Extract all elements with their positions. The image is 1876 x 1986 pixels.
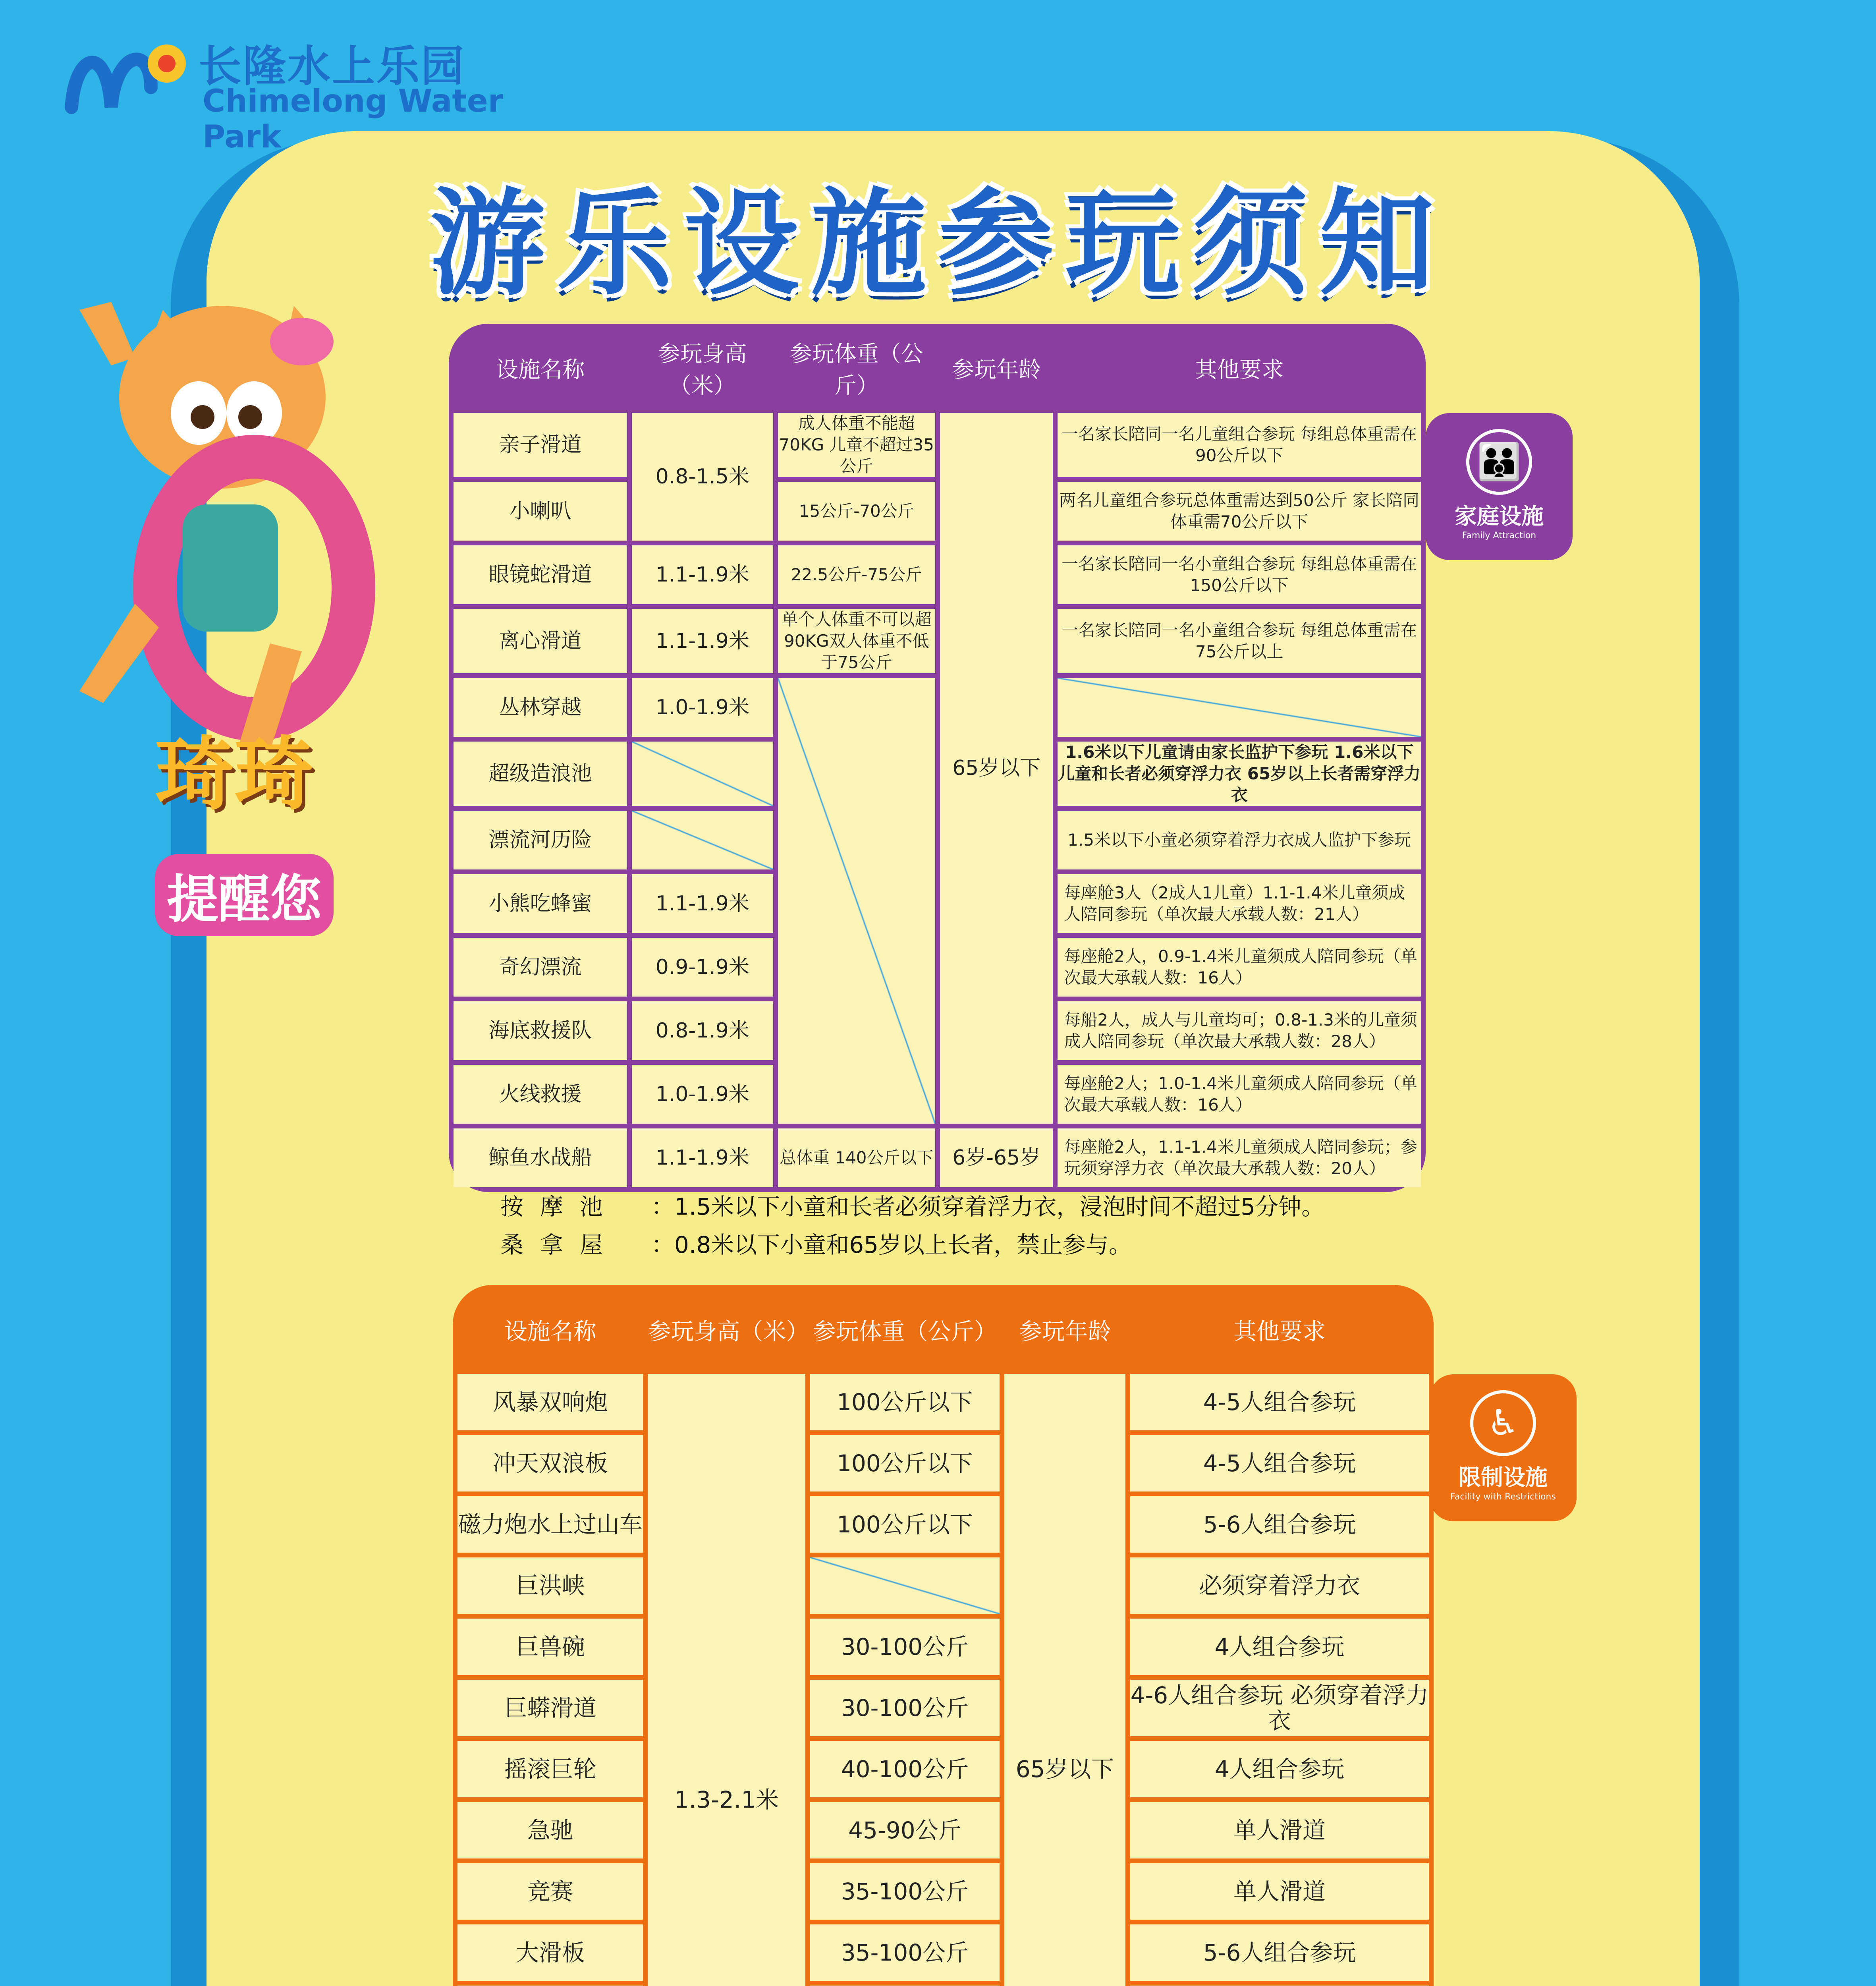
badge-label-en: Facility with Restrictions: [1450, 1492, 1556, 1502]
ride-height: 0.8-1.5米: [632, 413, 773, 541]
ride-other: 4人组合参玩: [1130, 1741, 1429, 1797]
ride-name: 亲子滑道: [454, 413, 627, 477]
header-age: 参玩年龄: [952, 357, 1041, 383]
header-name: 设施名称: [496, 357, 585, 383]
brand-name-cn: 长隆水上乐园: [199, 42, 466, 91]
park-logo: [60, 28, 512, 155]
ride-name: 丛林穿越: [454, 678, 627, 737]
ride-name: 奇幻漂流: [454, 938, 627, 997]
shared-age: 65岁以下: [940, 413, 1053, 1124]
table-row: [457, 1863, 1429, 1920]
kiki-mascot-illustration: [32, 246, 389, 763]
ride-name: 大滑板: [457, 1924, 643, 1981]
table-row: [457, 1496, 1429, 1553]
header-height: 参玩身高（米）: [648, 1318, 809, 1345]
header-height: 参玩身高（米）: [658, 341, 747, 399]
note-line: [500, 1226, 1324, 1264]
extra-notes: [500, 1188, 1324, 1264]
ride-height: 1.1-1.9米: [632, 874, 773, 933]
family-icon: 👪: [1466, 429, 1532, 495]
ride-other: 4-5人组合参玩: [1130, 1374, 1429, 1430]
ride-name: 鲸鱼水战船: [454, 1128, 627, 1187]
ride-weight: 22.5公斤-75公斤: [778, 545, 935, 604]
logo-swirl-icon: [60, 28, 191, 127]
ride-other: 每座舱2人；1.0-1.4米儿童须成人陪同参玩（单次最大承载人数：16人）: [1058, 1065, 1421, 1124]
table-row: [454, 678, 1421, 737]
ride-other: 一名家长陪同一名小童组合参玩 每组总体重需在75公斤以上: [1058, 609, 1421, 673]
header-other: 其他要求: [1233, 1318, 1326, 1345]
ride-other: 每船2人，成人与儿童均可；0.8-1.3米的儿童须成人陪同参玩（单次最大承载人数：28人）: [1058, 1001, 1421, 1060]
header-weight: 参玩体重（公斤）: [813, 1318, 997, 1345]
table-row: [454, 413, 1421, 477]
family-attractions-table: [449, 324, 1426, 1192]
empty-slash-cell: [632, 811, 773, 869]
ride-other: 每座舱2人，1.1-1.4米儿童须成人陪同参玩；参玩须穿浮力衣（单次最大承载人数：20人）: [1058, 1128, 1421, 1187]
table-row: [454, 1001, 1421, 1060]
ride-height: 0.9-1.9米: [632, 938, 773, 997]
ride-other: 每座舱3人（2成人1儿童）1.1-1.4米儿童须成人陪同参玩（单次最大承载人数：21人）: [1058, 874, 1421, 933]
table-row: [457, 1557, 1429, 1614]
table-row: [454, 874, 1421, 933]
ride-weight: 100公斤以下: [810, 1496, 1000, 1553]
ride-height: 1.0-1.9米: [632, 678, 773, 737]
empty-slash-cell: [810, 1557, 1000, 1614]
ride-other: 1.5米以下小童必须穿着浮力衣成人监护下参玩: [1058, 811, 1421, 869]
table-row: [454, 545, 1421, 604]
table-row: [454, 811, 1421, 869]
ride-height: 1.0-1.9米: [632, 1065, 773, 1124]
ride-weight: 45-90公斤: [810, 1802, 1000, 1858]
table-row: [457, 1924, 1429, 1981]
page-title: 游乐设施参玩须知: [430, 177, 1446, 311]
ride-other: 单人滑道: [1130, 1863, 1429, 1920]
ride-weight: 总体重 140公斤以下: [778, 1128, 935, 1187]
ride-name: 离心滑道: [454, 609, 627, 673]
table-row: [454, 938, 1421, 997]
ride-weight: 100公斤以下: [810, 1374, 1000, 1430]
table-header-row: [454, 328, 1421, 408]
restricted-attractions-table: [453, 1285, 1434, 1986]
note-key: 按摩池: [500, 1193, 620, 1220]
ride-other: 一名家长陪同一名儿童组合参玩 每组总体重需在90公斤以下: [1058, 413, 1421, 477]
table-row: [454, 742, 1421, 806]
badge-label: 限制设施: [1459, 1465, 1548, 1491]
ride-name: 眼镜蛇滑道: [454, 545, 627, 604]
table-row: [457, 1680, 1429, 1736]
ride-name: 漂流河历险: [454, 811, 627, 869]
ride-weight: 30-100公斤: [810, 1680, 1000, 1736]
ride-other: 一名家长陪同一名小童组合参玩 每组总体重需在150公斤以下: [1058, 545, 1421, 604]
empty-slash-cell: [1058, 678, 1421, 737]
restricted-facility-badge: [1430, 1374, 1577, 1521]
ride-other: 5-6人组合参玩: [1130, 1496, 1429, 1553]
table-row: [454, 1128, 1421, 1187]
ride-name: 海底救援队: [454, 1001, 627, 1060]
brand-name-en: Chimelong Water Park: [203, 83, 504, 155]
ride-other: 4人组合参玩: [1130, 1619, 1429, 1675]
table-row: [457, 1374, 1429, 1430]
table-row: [457, 1435, 1429, 1491]
shared-height: 1.3-2.1米: [648, 1374, 805, 1986]
ride-weight: 15公斤-70公斤: [778, 482, 935, 541]
empty-slash-cell: [778, 678, 935, 1124]
ride-weight: 100公斤以下: [810, 1435, 1000, 1491]
table-row: [457, 1619, 1429, 1675]
ride-height: 1.1-1.9米: [632, 545, 773, 604]
family-attraction-badge: [1426, 413, 1573, 560]
table-header-row: [457, 1290, 1429, 1369]
table-row: [457, 1741, 1429, 1797]
ride-name: 巨蟒滑道: [457, 1680, 643, 1736]
badge-label-en: Family Attraction: [1462, 531, 1536, 541]
badge-label: 家庭设施: [1455, 504, 1544, 529]
ride-age: 6岁-65岁: [940, 1128, 1053, 1187]
ride-other: 两名儿童组合参玩总体重需达到50公斤 家长陪同体重需70公斤以下: [1058, 482, 1421, 541]
ride-name: 摇滚巨轮: [457, 1741, 643, 1797]
table-row: [457, 1802, 1429, 1858]
ride-name: 超级造浪池: [454, 742, 627, 806]
header-other: 其他要求: [1195, 357, 1284, 383]
ride-weight: 成人体重不能超70KG 儿童不超过35公斤: [778, 413, 935, 477]
ride-name: 小喇叭: [454, 482, 627, 541]
header-age: 参玩年龄: [1019, 1318, 1111, 1345]
ride-name: 火线救援: [454, 1065, 627, 1124]
ride-weight: 35-100公斤: [810, 1924, 1000, 1981]
ride-name: 风暴双响炮: [457, 1374, 643, 1430]
ride-other: 必须穿着浮力衣: [1130, 1557, 1429, 1614]
ride-name: 冲天双浪板: [457, 1435, 643, 1491]
ride-name: 巨洪峡: [457, 1557, 643, 1614]
shared-age: 65岁以下: [1004, 1374, 1125, 1986]
ride-name: 竞赛: [457, 1863, 643, 1920]
ride-other: 每座舱2人，0.9-1.4米儿童须成人陪同参玩（单次最大承载人数：16人）: [1058, 938, 1421, 997]
ride-height: 1.1-1.9米: [632, 609, 773, 673]
restriction-icon: ♿: [1470, 1390, 1536, 1456]
ride-weight: 35-100公斤: [810, 1863, 1000, 1920]
note-text: ：1.5米以下小童和长者必须穿着浮力衣，浸泡时间不超过5分钟。: [651, 1193, 1325, 1220]
note-text: ：0.8米以下小童和65岁以上长者，禁止参与。: [651, 1231, 1132, 1258]
ride-other: 1.6米以下儿童请由家长监护下参玩 1.6米以下儿童和长者必须穿浮力衣 65岁以上长者需穿浮力衣: [1058, 742, 1421, 806]
table-row: [454, 609, 1421, 673]
note-key: 桑拿屋: [500, 1231, 620, 1258]
ride-other: 4-5人组合参玩: [1130, 1435, 1429, 1491]
ride-other: 4-6人组合参玩 必须穿着浮力衣: [1130, 1680, 1429, 1736]
ride-name: 巨兽碗: [457, 1619, 643, 1675]
ride-other: 单人滑道: [1130, 1802, 1429, 1858]
header-name: 设施名称: [504, 1318, 596, 1345]
empty-slash-cell: [632, 742, 773, 806]
ride-weight: 40-100公斤: [810, 1741, 1000, 1797]
ride-name: 小熊吃蜂蜜: [454, 874, 627, 933]
table-row: [454, 482, 1421, 541]
header-weight: 参玩体重（公斤）: [789, 341, 923, 399]
table-row: [454, 1065, 1421, 1124]
kiki-reminder: 提醒您: [155, 854, 334, 936]
ride-height: 0.8-1.9米: [632, 1001, 773, 1060]
ride-weight: 单个人体重不可以超90KG双人体重不低于75公斤: [778, 609, 935, 673]
ride-weight: 30-100公斤: [810, 1619, 1000, 1675]
ride-name: 急驰: [457, 1802, 643, 1858]
ride-name: 磁力炮水上过山车: [457, 1496, 643, 1553]
note-line: [500, 1188, 1324, 1226]
ride-height: 1.1-1.9米: [632, 1128, 773, 1187]
kiki-name: 琦琦: [155, 728, 314, 821]
ride-other: 5-6人组合参玩: [1130, 1924, 1429, 1981]
